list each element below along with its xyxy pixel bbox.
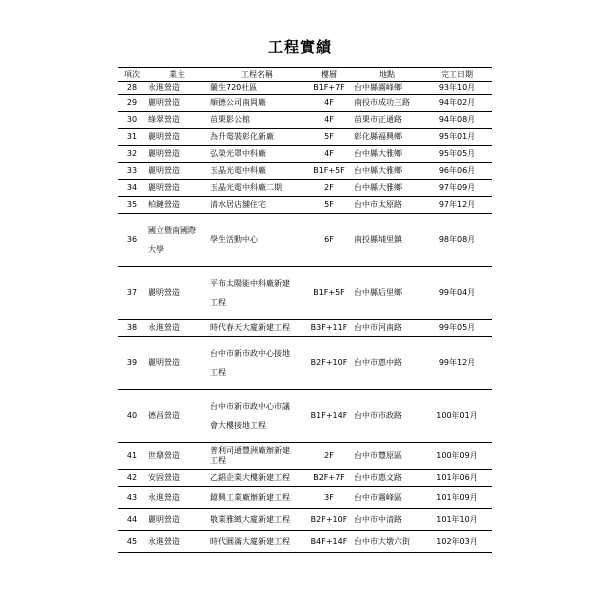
table-row [118,214,492,267]
cell-completion-date: 100年01月 [422,390,492,443]
header-item-no: 項次 [118,68,146,82]
cell-project-name: 台中市新市政中心接地 工程 [208,337,306,390]
cell-floors: 2F [306,443,352,470]
table-row [118,146,492,163]
cell-floors: B2F+7F [306,470,352,487]
cell-completion-date: 99年04月 [422,267,492,320]
cell-floors: 6F [306,214,352,267]
table-row [118,443,492,470]
cell-floors: B4F+14F [306,531,352,553]
cell-item-no: 29 [118,95,146,112]
cell-owner: 永進營造 [146,531,208,553]
cell-location: 台中市惠中路 [352,337,422,390]
cell-completion-date: 99年05月 [422,320,492,337]
cell-floors: B1F+7F [306,82,352,95]
cell-floors: 3F [306,487,352,509]
cell-item-no: 32 [118,146,146,163]
cell-owner: 永進營造 [146,82,208,95]
cell-floors: 5F [306,129,352,146]
cell-completion-date: 99年12月 [422,337,492,390]
cell-floors: B1F+14F [306,390,352,443]
cell-item-no: 43 [118,487,146,509]
cell-location: 台中市太原路 [352,197,422,214]
cell-owner: 麗明營造 [146,146,208,163]
cell-owner: 柏鏈營造 [146,197,208,214]
cell-owner: 麗明營造 [146,267,208,320]
table-row [118,531,492,553]
cell-item-no: 35 [118,197,146,214]
cell-project-name: 蘭生720社區 [208,82,306,95]
table-row [118,112,492,129]
header-floors: 樓層 [306,68,352,82]
cell-completion-date: 101年10月 [422,509,492,531]
cell-project-name: 敬業雅緻大廈新建工程 [208,509,306,531]
cell-item-no: 31 [118,129,146,146]
cell-project-name: 順德公司南岡廠 [208,95,306,112]
cell-location: 台中市豐原區 [352,443,422,470]
cell-floors: B2F+10F [306,509,352,531]
cell-owner: 麗明營造 [146,163,208,180]
cell-completion-date: 102年03月 [422,531,492,553]
cell-item-no: 30 [118,112,146,129]
cell-owner: 德昌營造 [146,390,208,443]
cell-item-no: 44 [118,509,146,531]
cell-item-no: 38 [118,320,146,337]
cell-location: 台中市河南路 [352,320,422,337]
cell-completion-date: 94年02月 [422,95,492,112]
cell-item-no: 45 [118,531,146,553]
table-body [118,82,492,553]
cell-project-name: 弘榮光罩中科廠 [208,146,306,163]
header-project-name: 工程名稱 [208,68,306,82]
cell-item-no: 41 [118,443,146,470]
cell-location: 台中縣后里鄉 [352,267,422,320]
cell-item-no: 28 [118,82,146,95]
document-title: 工程實績 [267,38,332,56]
cell-completion-date: 94年08月 [422,112,492,129]
cell-item-no: 42 [118,470,146,487]
table-row [118,180,492,197]
table-row [118,267,492,320]
cell-location: 彰化縣福興鄉 [352,129,422,146]
cell-project-name: 清水居店舖住宅 [208,197,306,214]
cell-location: 南投縣埔里鎮 [352,214,422,267]
cell-location: 台中縣霧峰鄉 [352,82,422,95]
cell-completion-date: 95年01月 [422,129,492,146]
cell-project-name: 乙錩企業大樓新建工程 [208,470,306,487]
cell-completion-date: 93年10月 [422,82,492,95]
cell-owner: 麗明營造 [146,180,208,197]
cell-completion-date: 97年12月 [422,197,492,214]
table-row [118,470,492,487]
cell-project-name: 玉晶光電中科廠二期 [208,180,306,197]
cell-location: 台中市霧峰區 [352,487,422,509]
cell-completion-date: 96年06月 [422,163,492,180]
cell-item-no: 37 [118,267,146,320]
cell-item-no: 40 [118,390,146,443]
cell-owner: 永進營造 [146,320,208,337]
cell-item-no: 33 [118,163,146,180]
table-row [118,82,492,95]
cell-owner: 永進營造 [146,487,208,509]
table-header-row [118,68,492,82]
cell-project-name: 時代圓滿大廈新建工程 [208,531,306,553]
cell-owner: 安固營造 [146,470,208,487]
cell-floors: B1F+5F [306,163,352,180]
table-row [118,95,492,112]
table-row [118,509,492,531]
cell-owner: 麗明營造 [146,337,208,390]
table-row [118,337,492,390]
cell-floors: 2F [306,180,352,197]
cell-project-name: 台中市新市政中心市議 會大樓接地工程 [208,390,306,443]
cell-completion-date: 100年09月 [422,443,492,470]
cell-project-name: 時代春天大廈新建工程 [208,320,306,337]
table-row [118,320,492,337]
header-owner: 業主 [146,68,208,82]
cell-location: 台中市大墩六街 [352,531,422,553]
cell-location: 苗栗市正通路 [352,112,422,129]
cell-floors: 5F [306,197,352,214]
cell-floors: B3F+11F [306,320,352,337]
cell-item-no: 39 [118,337,146,390]
cell-project-name: 玉晶光電中科廠 [208,163,306,180]
table-row [118,129,492,146]
cell-floors: 4F [306,146,352,163]
cell-completion-date: 98年08月 [422,214,492,267]
cell-location: 台中縣大雅鄉 [352,180,422,197]
table-row [118,163,492,180]
cell-floors: 4F [306,112,352,129]
cell-project-name: 平布太陽能中科廠新建 工程 [208,267,306,320]
cell-location: 台中縣大雅鄉 [352,146,422,163]
cell-item-no: 34 [118,180,146,197]
cell-project-name: 為升電裝彰化新廠 [208,129,306,146]
cell-location: 台中市市政路 [352,390,422,443]
cell-owner: 世鼎營造 [146,443,208,470]
cell-project-name: 普利司通豐洲廠辦新建 工程 [208,443,306,470]
cell-project-name: 鐿興工業廠辦新建工程 [208,487,306,509]
cell-location: 台中縣大雅鄉 [352,163,422,180]
cell-owner: 麗明營造 [146,95,208,112]
table-row [118,487,492,509]
header-location: 地點 [352,68,422,82]
cell-completion-date: 97年09月 [422,180,492,197]
cell-project-name: 苗栗影公館 [208,112,306,129]
cell-owner: 麗明營造 [146,129,208,146]
cell-completion-date: 101年09月 [422,487,492,509]
cell-owner: 麗明營造 [146,509,208,531]
cell-floors: B2F+10F [306,337,352,390]
cell-location: 台中市中清路 [352,509,422,531]
cell-project-name: 學生活動中心 [208,214,306,267]
cell-completion-date: 101年06月 [422,470,492,487]
cell-location: 台中市惠文路 [352,470,422,487]
header-completion-date: 完工日期 [422,68,492,82]
project-records-table [118,67,492,553]
cell-completion-date: 95年05月 [422,146,492,163]
table-row [118,197,492,214]
table-row [118,390,492,443]
cell-owner: 國立暨南國際 大學 [146,214,208,267]
cell-item-no: 36 [118,214,146,267]
cell-floors: 4F [306,95,352,112]
cell-location: 南投市成功三路 [352,95,422,112]
cell-floors: B1F+5F [306,267,352,320]
cell-owner: 綠翠營造 [146,112,208,129]
